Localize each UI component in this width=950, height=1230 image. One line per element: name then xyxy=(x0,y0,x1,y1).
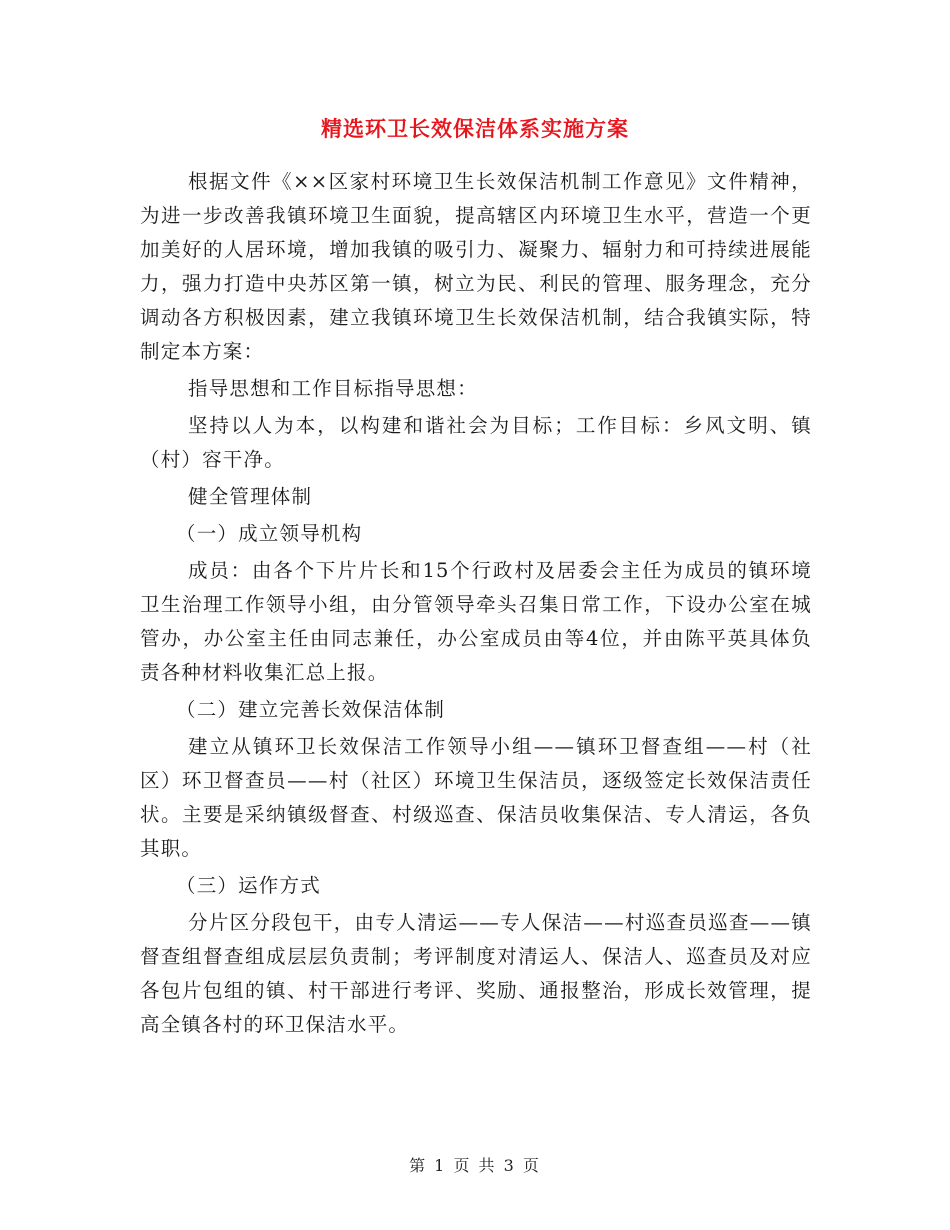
paragraph-guiding-heading: 指导思想和工作目标指导思想： xyxy=(188,377,478,400)
paragraph-members: 成员：由各个下片片长和15个行政村及居委会主任为成员的镇环境卫生治理工作领导小组，由分管领导牵头召集日常工作，下设办公室在城管办，办公室主任由同志兼任，办公室成员由等4位，并由陈平英具体负责各种材料收集汇总上报。 xyxy=(140,559,812,684)
subheading-operation: （三）运作方式 xyxy=(176,874,321,897)
subheading-leadership: （一）成立领导机构 xyxy=(176,522,363,545)
document-title: 精选环卫长效保洁体系实施方案 xyxy=(321,117,629,141)
paragraph-operation: 分片区分段包干，由专人清运——专人保洁——村巡查员巡查——镇督查组督查组成层层负责制；考评制度对清运人、保洁人、巡查员及对应各包片包组的镇、村干部进行考评、奖励、通报整治，形成长效管理，提高全镇各村的环卫保洁水平。 xyxy=(140,911,812,1036)
subheading-system: （二）建立完善长效保洁体制 xyxy=(176,698,446,721)
paragraph-system: 建立从镇环卫长效保洁工作领导小组——镇环卫督查组——村（社区）环卫督查员——村（社区）环境卫生保洁员，逐级签定长效保洁责任状。主要是采纳镇级督查、村级巡查、保洁员收集保洁、专人清运，各负其职。 xyxy=(140,735,812,860)
section-heading-management: 健全管理体制 xyxy=(188,485,313,508)
paragraph-guiding-content: 坚持以人为本，以构建和谐社会为目标；工作目标：乡风文明、镇（村）容干净。 xyxy=(140,414,812,471)
document-body xyxy=(140,165,812,1045)
paragraph-intro: 根据文件《××区家村环境卫生长效保洁机制工作意见》文件精神，为进一步改善我镇环境卫生面貌，提高辖区内环境卫生水平，营造一个更加美好的人居环境，增加我镇的吸引力、凝聚力、辐射力和可持续进展能力，强力打造中央苏区第一镇，树立为民、利民的管理、服务理念，充分调动各方积极因素，建立我镇环境卫生长效保洁机制，结合我镇实际，特制定本方案： xyxy=(140,170,812,363)
page-footer: 第 1 页 共 3 页 xyxy=(409,1156,541,1175)
